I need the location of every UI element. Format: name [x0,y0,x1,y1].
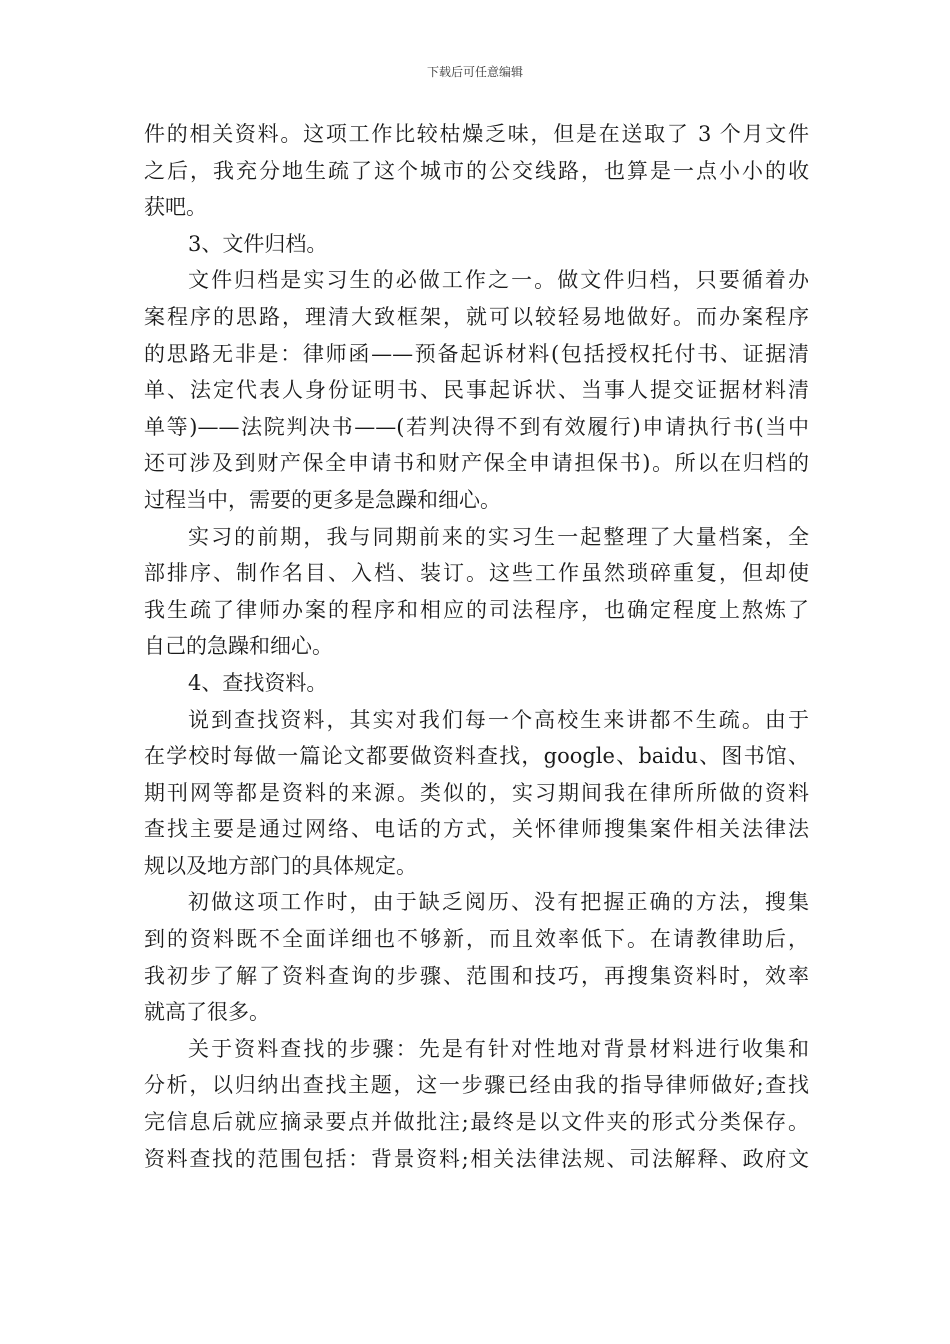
text-line: 说到查找资料，其实对我们每一个高校生来讲都不生疏。由于 [188,707,809,732]
text-line: 我生疏了律师办案的程序和相应的司法程序，也确定程度上熬炼了 [144,597,809,622]
section-heading [144,665,809,702]
text-line: 实习的前期，我与同期前来的实习生一起整理了大量档案，全 [188,524,809,549]
text-line: 案程序的思路，理清大致框架，就可以较轻易地做好。而办案程序 [144,304,809,329]
paragraph [144,519,809,665]
text-line: 过程当中，需要的更多是急躁和细心。 [144,487,501,512]
text-line: 资料查找的范围包括：背景资料;相关法律法规、司法解释、政府文 [144,1146,809,1171]
text-line: 关于资料查找的步骤：先是有针对性地对背景材料进行收集和 [188,1036,809,1061]
paragraph [144,702,809,885]
text-line: 部排序、制作名目、入档、装订。这些工作虽然琐碎重复，但却使 [144,561,809,586]
text-line: 完信息后就应摘录要点并做批注;最终是以文件夹的形式分类保存。 [144,1110,809,1135]
paragraph [144,262,809,518]
paragraph [144,1031,809,1177]
text-line: 之后，我充分地生疏了这个城市的公交线路，也算是一点小小的收 [144,158,809,183]
text-line: 在学校时每做一篇论文都要做资料查找，google、baidu、图书馆、 [144,744,809,769]
text-line: 初做这项工作时，由于缺乏阅历、没有把握正确的方法，搜集 [188,890,809,915]
text-line: 就高了很多。 [144,1000,270,1025]
paragraph [144,884,809,1030]
text-line: 3、文件归档。 [188,231,328,256]
text-line: 获吧。 [144,195,207,220]
text-line: 到的资料既不全面详细也不够新，而且效率低下。在请教律助后， [144,927,809,952]
text-line: 的思路无非是：律师函——预备起诉材料(包括授权托付书、证据清 [144,341,809,366]
section-heading [144,226,809,263]
text-line: 文件归档是实习生的必做工作之一。做文件归档，只要循着办 [188,268,809,293]
page-header: 下载后可任意编辑 [426,65,523,79]
text-line: 4、查找资料。 [188,670,328,695]
text-line: 查找主要是通过网络、电话的方式，关怀律师搜集案件相关法律法 [144,817,809,842]
text-line: 期刊网等都是资料的来源。类似的，实习期间我在律所所做的资料 [144,780,809,805]
text-line: 还可涉及到财产保全申请书和财产保全申请担保书)。所以在归档的 [144,451,809,476]
text-line: 单、法定代表人身份证明书、民事起诉状、当事人提交证据材料清 [144,378,809,403]
text-line: 件的相关资料。这项工作比较枯燥乏味，但是在送取了 3 个月文件 [144,122,809,146]
text-line: 单等)——法院判决书——(若判决得不到有效履行)申请执行书(当中 [144,414,809,439]
document-body [144,116,809,1177]
text-line: 分析，以归纳出查找主题，这一步骤已经由我的指导律师做好;查找 [144,1073,809,1098]
text-line: 自己的急躁和细心。 [144,634,333,659]
paragraph [144,116,809,226]
text-line: 规以及地方部门的具体规定。 [144,853,417,878]
text-line: 我初步了解了资料查询的步骤、范围和技巧，再搜集资料时，效率 [144,963,809,988]
